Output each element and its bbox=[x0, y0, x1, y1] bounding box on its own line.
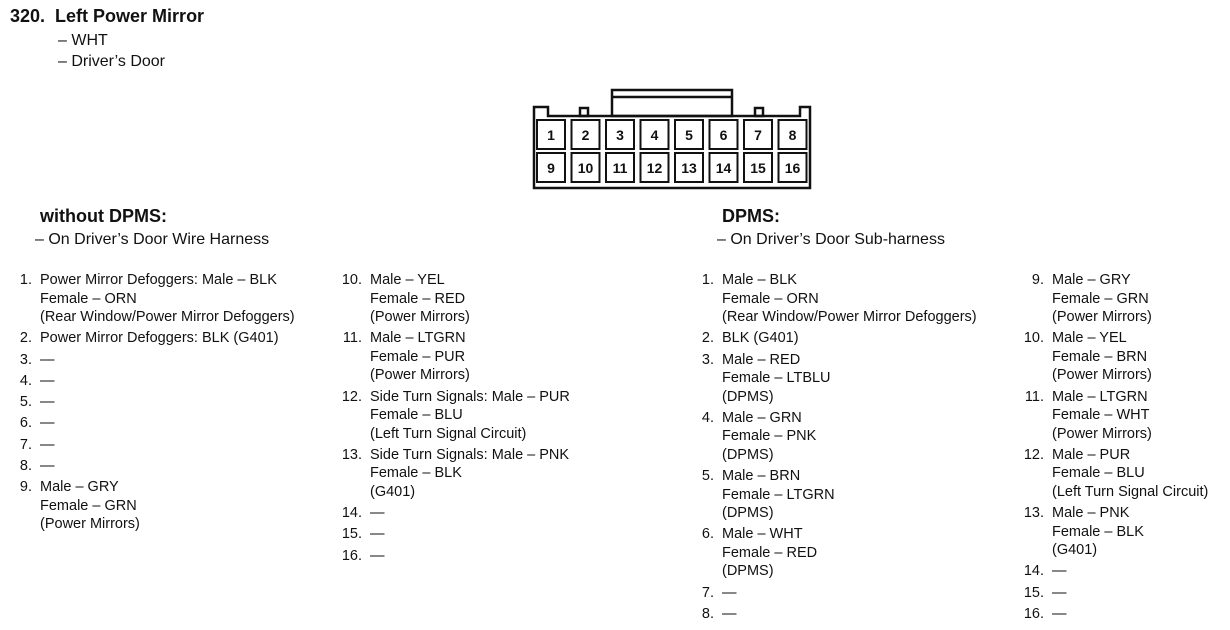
pin-entry bbox=[10, 393, 295, 412]
pin-description bbox=[1044, 388, 1152, 444]
connector-latch bbox=[612, 90, 732, 116]
pin-description-line: — bbox=[40, 415, 55, 432]
pin-description-line: — bbox=[40, 372, 55, 389]
pin-description-line: (Rear Window/Power Mirror Defoggers) bbox=[722, 309, 977, 325]
pin-number: 14. bbox=[1023, 563, 1044, 580]
pin-description-line: Female – BLU bbox=[370, 407, 463, 424]
pin-description-line: — bbox=[1052, 606, 1067, 623]
pin-description-line: Female – WHT bbox=[1052, 407, 1150, 424]
pin-entry bbox=[1022, 388, 1208, 444]
pin-description-line: (Power Mirrors) bbox=[40, 516, 140, 533]
pin-description bbox=[32, 478, 140, 534]
pin-number: 3. bbox=[701, 351, 714, 368]
pin-entry bbox=[340, 525, 570, 544]
pin-number: 15. bbox=[341, 526, 362, 543]
pin-description-line: — bbox=[1052, 584, 1067, 601]
pin-description-line: Female – GRN bbox=[1052, 290, 1149, 307]
pin-description bbox=[362, 525, 385, 544]
pin-number: 13. bbox=[341, 446, 362, 463]
cavity-number: 9 bbox=[547, 160, 555, 176]
pin-description-line: Female – RED bbox=[370, 290, 466, 307]
cavity-number: 4 bbox=[650, 127, 659, 143]
pin-number: 11. bbox=[342, 330, 362, 347]
dpms-heading: DPMS: bbox=[722, 206, 780, 226]
pin-number: 8. bbox=[701, 606, 714, 623]
pin-description bbox=[362, 547, 385, 566]
pin-entry bbox=[340, 329, 570, 385]
pin-description bbox=[714, 329, 799, 348]
pin-number: 7. bbox=[19, 436, 32, 453]
cavity-number: 13 bbox=[681, 160, 697, 176]
cavity-number: 5 bbox=[685, 127, 693, 143]
pin-entry bbox=[10, 414, 295, 433]
pin-number: 2. bbox=[19, 330, 32, 347]
pin-description bbox=[1044, 271, 1152, 327]
pin-number: 15. bbox=[1023, 584, 1044, 601]
pin-description bbox=[362, 329, 470, 385]
pin-entry bbox=[1022, 584, 1208, 603]
pin-description-line: Male – YEL bbox=[370, 272, 445, 288]
pin-description bbox=[32, 372, 55, 391]
pin-description-line: Female – BLU bbox=[1052, 465, 1145, 482]
pin-description bbox=[1044, 504, 1144, 560]
pin-description bbox=[362, 446, 569, 502]
without-dpms-pin-list-2 bbox=[340, 271, 570, 565]
pin-entry bbox=[692, 467, 977, 523]
connector-location: – Driver’s Door bbox=[58, 53, 165, 70]
pin-description-line: Female – ORN bbox=[40, 290, 137, 307]
pin-entry bbox=[10, 436, 295, 455]
pin-entry bbox=[1022, 605, 1208, 624]
pin-description-line: Female – LTBLU bbox=[722, 370, 831, 387]
pin-description bbox=[32, 457, 55, 476]
pin-description-line: — bbox=[370, 526, 385, 543]
pin-description bbox=[362, 388, 570, 444]
pin-description-line: BLK (G401) bbox=[722, 330, 799, 347]
cavity-number: 14 bbox=[715, 160, 732, 176]
pin-number: 1. bbox=[19, 272, 32, 288]
pin-number: 16. bbox=[341, 547, 362, 564]
pin-entry bbox=[692, 329, 977, 348]
pin-entry bbox=[10, 329, 295, 348]
pin-entry bbox=[692, 271, 977, 327]
pin-description-line: (DPMS) bbox=[722, 505, 774, 522]
section-number: 320. bbox=[10, 6, 46, 26]
pin-description bbox=[714, 605, 737, 624]
pin-number: 6. bbox=[19, 415, 32, 432]
pin-number: 7. bbox=[701, 584, 714, 601]
pin-description bbox=[32, 329, 279, 348]
pin-number: 3. bbox=[19, 351, 32, 368]
pin-description-line: (G401) bbox=[370, 483, 416, 500]
pin-entry bbox=[10, 372, 295, 391]
pin-number: 12. bbox=[341, 388, 362, 405]
pin-description-line: Male – PUR bbox=[1052, 446, 1131, 463]
pin-description-line: (DPMS) bbox=[722, 563, 774, 580]
dpms-pin-list-2 bbox=[1022, 271, 1208, 624]
pin-description-line: Male – GRY bbox=[1052, 272, 1131, 288]
pin-description-line: Female – PNK bbox=[722, 428, 817, 445]
pin-number: 8. bbox=[19, 458, 32, 475]
cavity-number: 16 bbox=[784, 160, 801, 176]
pin-description-line: (Power Mirrors) bbox=[370, 309, 470, 325]
pin-description-line: (DPMS) bbox=[722, 446, 774, 463]
connector-diagram bbox=[520, 84, 820, 194]
cavity-number: 6 bbox=[719, 127, 728, 143]
pin-entry bbox=[340, 446, 570, 502]
pin-description bbox=[32, 271, 295, 327]
cavity-number: 12 bbox=[646, 160, 663, 176]
connector-title: Left Power Mirror bbox=[55, 6, 205, 26]
cavity-number: 3 bbox=[616, 127, 624, 143]
pin-entry bbox=[1022, 504, 1208, 560]
pin-description-line: Male – LTGRN bbox=[1052, 388, 1148, 405]
pin-number: 2. bbox=[701, 330, 714, 347]
pin-entry bbox=[692, 525, 977, 581]
pin-number: 11. bbox=[1024, 388, 1044, 405]
without-dpms-location: – On Driver’s Door Wire Harness bbox=[35, 231, 270, 248]
pin-entry bbox=[1022, 329, 1208, 385]
pin-description bbox=[1044, 329, 1152, 385]
pin-entry bbox=[692, 351, 977, 407]
pin-entry bbox=[10, 351, 295, 370]
pin-description bbox=[714, 467, 835, 523]
pin-description-line: Side Turn Signals: Male – PUR bbox=[370, 388, 570, 405]
connector-color: – WHT bbox=[58, 32, 108, 49]
pin-description-line: — bbox=[40, 458, 55, 475]
pin-description bbox=[32, 393, 55, 412]
pin-description-line: Female – RED bbox=[722, 544, 818, 561]
pin-entry bbox=[692, 605, 977, 624]
pin-entry bbox=[1022, 562, 1208, 581]
pin-description bbox=[32, 351, 55, 370]
pin-description-line: Male – PNK bbox=[1052, 505, 1130, 522]
pin-number: 9. bbox=[1031, 272, 1044, 288]
pin-number: 12. bbox=[1023, 446, 1044, 463]
cavity-number: 8 bbox=[788, 127, 797, 143]
pin-description bbox=[714, 351, 831, 407]
cavity-number: 1 bbox=[547, 127, 555, 143]
pin-entry bbox=[340, 547, 570, 566]
pin-description-line: (Power Mirrors) bbox=[1052, 425, 1152, 442]
pin-description-line: Male – YEL bbox=[1052, 330, 1127, 347]
without-dpms-pin-list-1 bbox=[10, 271, 295, 534]
pin-description bbox=[1044, 605, 1067, 624]
pin-description-line: (Left Turn Signal Circuit) bbox=[370, 425, 527, 442]
pin-number: 4. bbox=[701, 409, 714, 426]
pin-entry bbox=[340, 504, 570, 523]
pin-number: 6. bbox=[701, 526, 714, 543]
pin-description bbox=[714, 271, 977, 327]
pin-description-line: Male – WHT bbox=[722, 526, 803, 543]
connector-key-left bbox=[580, 108, 588, 116]
pin-description bbox=[714, 584, 737, 603]
pin-entry bbox=[10, 271, 295, 327]
pin-description bbox=[714, 409, 816, 465]
pin-description-line: Female – BRN bbox=[1052, 348, 1148, 365]
pin-description bbox=[1044, 562, 1067, 581]
pin-number: 5. bbox=[19, 394, 32, 411]
pin-description-line: Female – PUR bbox=[370, 348, 466, 365]
pin-description-line: Power Mirror Defoggers: BLK (G401) bbox=[40, 330, 279, 347]
pin-number: 9. bbox=[19, 479, 32, 496]
pin-description-line: (Power Mirrors) bbox=[370, 367, 470, 384]
pin-description-line: (Power Mirrors) bbox=[1052, 309, 1152, 325]
pin-description-line: Side Turn Signals: Male – PNK bbox=[370, 446, 570, 463]
pin-description bbox=[1044, 584, 1067, 603]
pin-description-line: (Rear Window/Power Mirror Defoggers) bbox=[40, 309, 295, 325]
pin-entry bbox=[692, 409, 977, 465]
pin-description bbox=[1044, 446, 1208, 502]
pin-number: 5. bbox=[701, 468, 714, 485]
pin-number: 1. bbox=[701, 272, 714, 288]
without-dpms-heading: without DPMS: bbox=[40, 206, 167, 226]
cavity-number: 10 bbox=[577, 160, 594, 176]
dpms-pin-list-1 bbox=[692, 271, 977, 624]
pin-description-line: — bbox=[40, 351, 55, 368]
pin-entry bbox=[10, 457, 295, 476]
pin-description-line: Female – GRN bbox=[40, 497, 137, 514]
pin-description-line: Female – ORN bbox=[722, 290, 819, 307]
pin-entry bbox=[10, 478, 295, 534]
pin-description-line: Female – LTGRN bbox=[722, 486, 835, 503]
pin-description bbox=[362, 504, 385, 523]
pin-description-line: (Power Mirrors) bbox=[1052, 367, 1152, 384]
pin-entry bbox=[340, 271, 570, 327]
connector-key-right bbox=[755, 108, 763, 116]
pin-description-line: Male – BRN bbox=[722, 468, 801, 485]
pin-description-line: — bbox=[40, 436, 55, 453]
pin-number: 10. bbox=[1023, 330, 1044, 347]
cavity-number: 2 bbox=[581, 127, 590, 143]
pin-description bbox=[32, 414, 55, 433]
pin-description-line: — bbox=[370, 505, 385, 522]
pin-description bbox=[362, 271, 470, 327]
pin-description-line: Male – RED bbox=[722, 351, 801, 368]
cavity-number: 15 bbox=[750, 160, 766, 176]
pin-description-line: (Left Turn Signal Circuit) bbox=[1052, 483, 1209, 500]
pin-description-line: Male – GRY bbox=[40, 479, 119, 496]
dpms-location: – On Driver’s Door Sub-harness bbox=[717, 231, 945, 248]
pin-number: 10. bbox=[341, 272, 362, 288]
pin-description-line: Power Mirror Defoggers: Male – BLK bbox=[40, 272, 277, 288]
pin-number: 13. bbox=[1023, 505, 1044, 522]
pin-description bbox=[714, 525, 817, 581]
pin-description-line: — bbox=[370, 547, 385, 564]
pin-entry bbox=[340, 388, 570, 444]
pin-description-line: (G401) bbox=[1052, 542, 1098, 559]
pin-entry bbox=[1022, 271, 1208, 327]
pin-entry bbox=[692, 584, 977, 603]
cavity-number: 7 bbox=[754, 127, 762, 143]
pin-description-line: Female – BLK bbox=[1052, 523, 1144, 540]
pin-number: 4. bbox=[19, 372, 32, 389]
pin-description-line: — bbox=[40, 394, 55, 411]
pin-description-line: — bbox=[722, 606, 737, 623]
pin-entry bbox=[1022, 446, 1208, 502]
pin-description-line: Male – GRN bbox=[722, 409, 802, 426]
pin-number: 14. bbox=[341, 505, 362, 522]
cavity-number: 11 bbox=[612, 160, 628, 176]
pin-description-line: Female – BLK bbox=[370, 465, 462, 482]
pin-description-line: — bbox=[722, 584, 737, 601]
pin-description-line: (DPMS) bbox=[722, 388, 774, 405]
pin-description-line: Male – BLK bbox=[722, 272, 797, 288]
pin-description-line: — bbox=[1052, 563, 1067, 580]
pin-number: 16. bbox=[1023, 606, 1044, 623]
page-title bbox=[10, 6, 204, 27]
pin-description-line: Male – LTGRN bbox=[370, 330, 466, 347]
pin-description bbox=[32, 436, 55, 455]
